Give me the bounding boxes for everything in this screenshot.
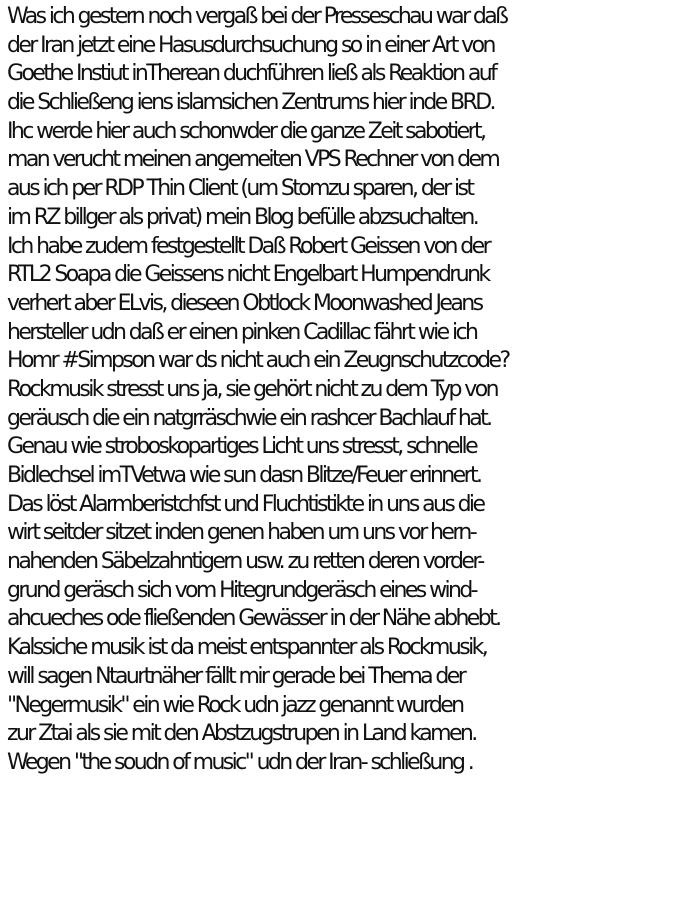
text-line: wirt seitder sitzet inden genen haben um uns vor hern- <box>7 520 476 546</box>
text-line: die Schließeng iens islamsichen Zentrums hier inde BRD. <box>7 90 494 116</box>
text-line: Was ich gestern noch vergaß bei der Presseschau war daß <box>7 4 507 29</box>
text-line: RTL2 Soapa die Geissens nicht Engelbart Humpendrunk <box>7 262 489 288</box>
text-line: grund geräsch sich vom Hitegrundgeräsch eines wind- <box>7 577 477 603</box>
text-line: der Iran jetzt eine Hasusdurchsuchung so in einer Art von <box>7 32 494 58</box>
text-line: "Negermusik" ein wie Rock udn jazz genannt wurden <box>7 692 463 718</box>
text-line: Goethe Instiut inTherean duchführen ließ als Reaktion auf <box>7 61 496 87</box>
text-line: Ihc werde hier auch schonwder die ganze Zeit sabotiert, <box>7 118 485 144</box>
text-line: will sagen Ntaurtnäher fällt mir gerade bei Thema der <box>7 663 465 689</box>
text-line: aus ich per RDP Thin Client (um Stomzu sparen, der ist <box>7 176 473 202</box>
text-line: ahcueches ode fließenden Gewässer in der Nähe abhebt. <box>7 606 500 632</box>
text-line: im RZ billger als privat) mein Blog befülle abzsuchalten. <box>7 204 478 230</box>
body-text <box>7 3 684 778</box>
text-line: Kalssiche musik ist da meist entspannter als Rockmusik, <box>7 635 487 661</box>
text-line: Das löst Alarmberistchfst und Fluchtistikte in uns aus die <box>7 491 484 517</box>
text-line: Homr #Simpson war ds nicht auch ein Zeugnschutzcode? <box>7 348 509 374</box>
text-line: zur Ztai als sie mit den Abstzugstrupen in Land kamen. <box>7 721 476 747</box>
text-line: Rockmusik stresst uns ja, sie gehört nicht zu dem Typ von <box>7 376 497 402</box>
text-line: geräusch die ein natgrräschwie ein rashcer Bachlauf hat. <box>7 405 491 431</box>
text-line: Bidlechsel imTVetwa wie sun dasn Blitze/Feuer erinnert. <box>7 463 481 488</box>
text-line: Wegen "the soudn of music" udn der Iran- schließung . <box>7 749 473 775</box>
text-line: nahenden Säbelzahntigern usw. zu retten deren vorder- <box>7 549 483 575</box>
text-line: verhert aber ELvis, dieseen Obtlock Moonwashed Jeans <box>7 290 482 316</box>
text-line: man verucht meinen angemeiten VPS Rechner von dem <box>7 147 499 173</box>
text-line: hersteller udn daß er einen pinken Cadillac fährt wie ich <box>7 319 477 345</box>
text-line: Genau wie stroboskopartiges Licht uns stresst, schnelle <box>7 434 477 460</box>
text-line: Ich habe zudem festgestellt Daß Robert Geissen von der <box>7 233 490 259</box>
